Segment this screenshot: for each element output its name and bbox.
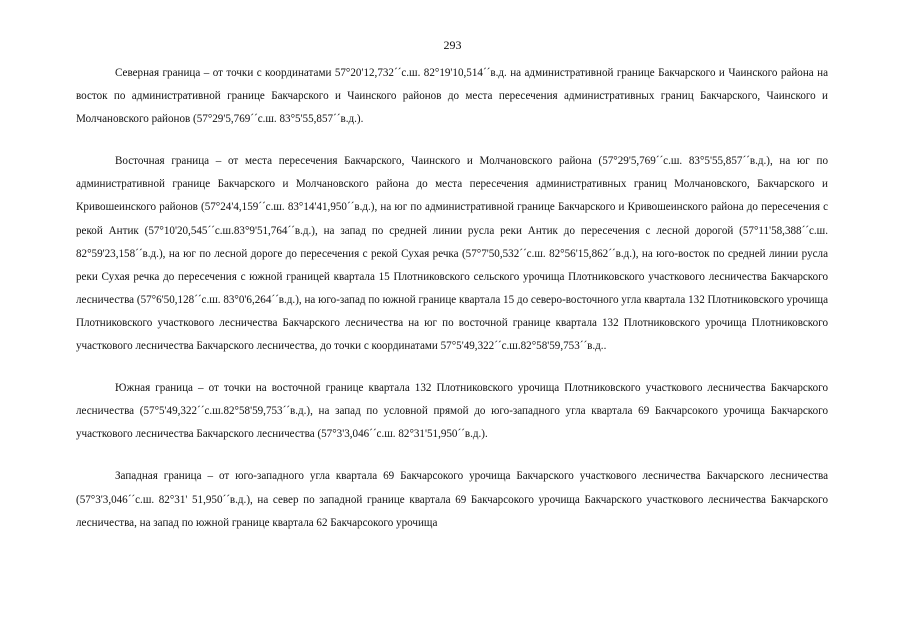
page-number: 293 — [443, 38, 462, 52]
paragraph-north-border: Северная граница – от точки с координатами 57°20'12,732´´с.ш. 82°19'10,514´´в.д. на административной границе Бакчарского и Чаинского района на восток по административной границе Бакчарского и Чаинского районов до места пересечения административных границ Бакчарского, Чаинского и Молчановского районов (57°29'5,769´´с.ш. 83°5'55,857´´в.д.). — [76, 67, 828, 126]
paragraph-west-border: Западная граница – от юго-западного угла квартала 69 Бакчарсокого урочища Бакчарского участкового лесничества Бакчарского лесничества (57°3'3,046´´с.ш. 82°31' 51,950´´в.д.), на север по западной границе квартала 69 Бакчарсокого урочища Бакчарского участкового лесничества Бакчарского лесничества, на запад по южной границе квартала 62 Бакчарсокого урочища — [76, 470, 828, 529]
document-body — [76, 62, 828, 554]
paragraph-south-border: Южная граница – от точки на восточной границе квартала 132 Плотниковского урочища Плотниковского участкового лесничества Бакчарского лесничества (57°5'49,322´´с.ш.82°58'59,753´´в.д.), на запад по условной прямой до юго-западного угла квартала 69 Бакчарсокого урочища Бакчарского участкового лесничества Бакчарского лесничества (57°3'3,046´´с.ш. 82°31'51,950´´в.д.). — [76, 382, 828, 441]
paragraph-east-border: Восточная граница – от места пересечения Бакчарского, Чаинского и Молчановского района (57°29'5,769´´с.ш. 83°5'55,857´´в.д.), на юг по административной границе Бакчарского и Молчановского района до места пересечения административных границ Молчановского, Бакчарского и Кривошеинского районов (57°24'4,159´´с.ш. 83°14'41,950´´в.д.), на юг по административной границе Бакчарского и Кривошеинского района до пересечения с рекой Антик (57°10'20,545´´с.ш.83°9'51,764´´в.д.), на запад по средней линии русла реки Антик до пересечения с лесной дорогой (57°11'58,388´´с.ш. 82°59'23,158´´в.д.), на юг по лесной дороге до пересечения с рекой Сухая речка (57°7'50,532´´с.ш. 82°56'15,862´´в.д.), на юго-восток по средней линии русла реки Сухая речка до пересечения с южной границей квартала 15 Плотниковского сельского урочища Плотниковского участкового лесничества Бакчарского лесничества (57°6'50,128´´с.ш. 83°0'6,264´´в.д.), на юго-запад по южной границе квартала 15 до северо-восточного угла квартала 132 Плотниковского урочища Плотниковского участкового лесничества Бакчарского лесничества на юг по восточной границе квартала 132 Плотниковского урочища Плотниковского участкового лесничества Бакчарского лесничества, до точки с координатами 57°5'49,322´´с.ш.82°58'59,753´´в.д.. — [76, 155, 828, 353]
